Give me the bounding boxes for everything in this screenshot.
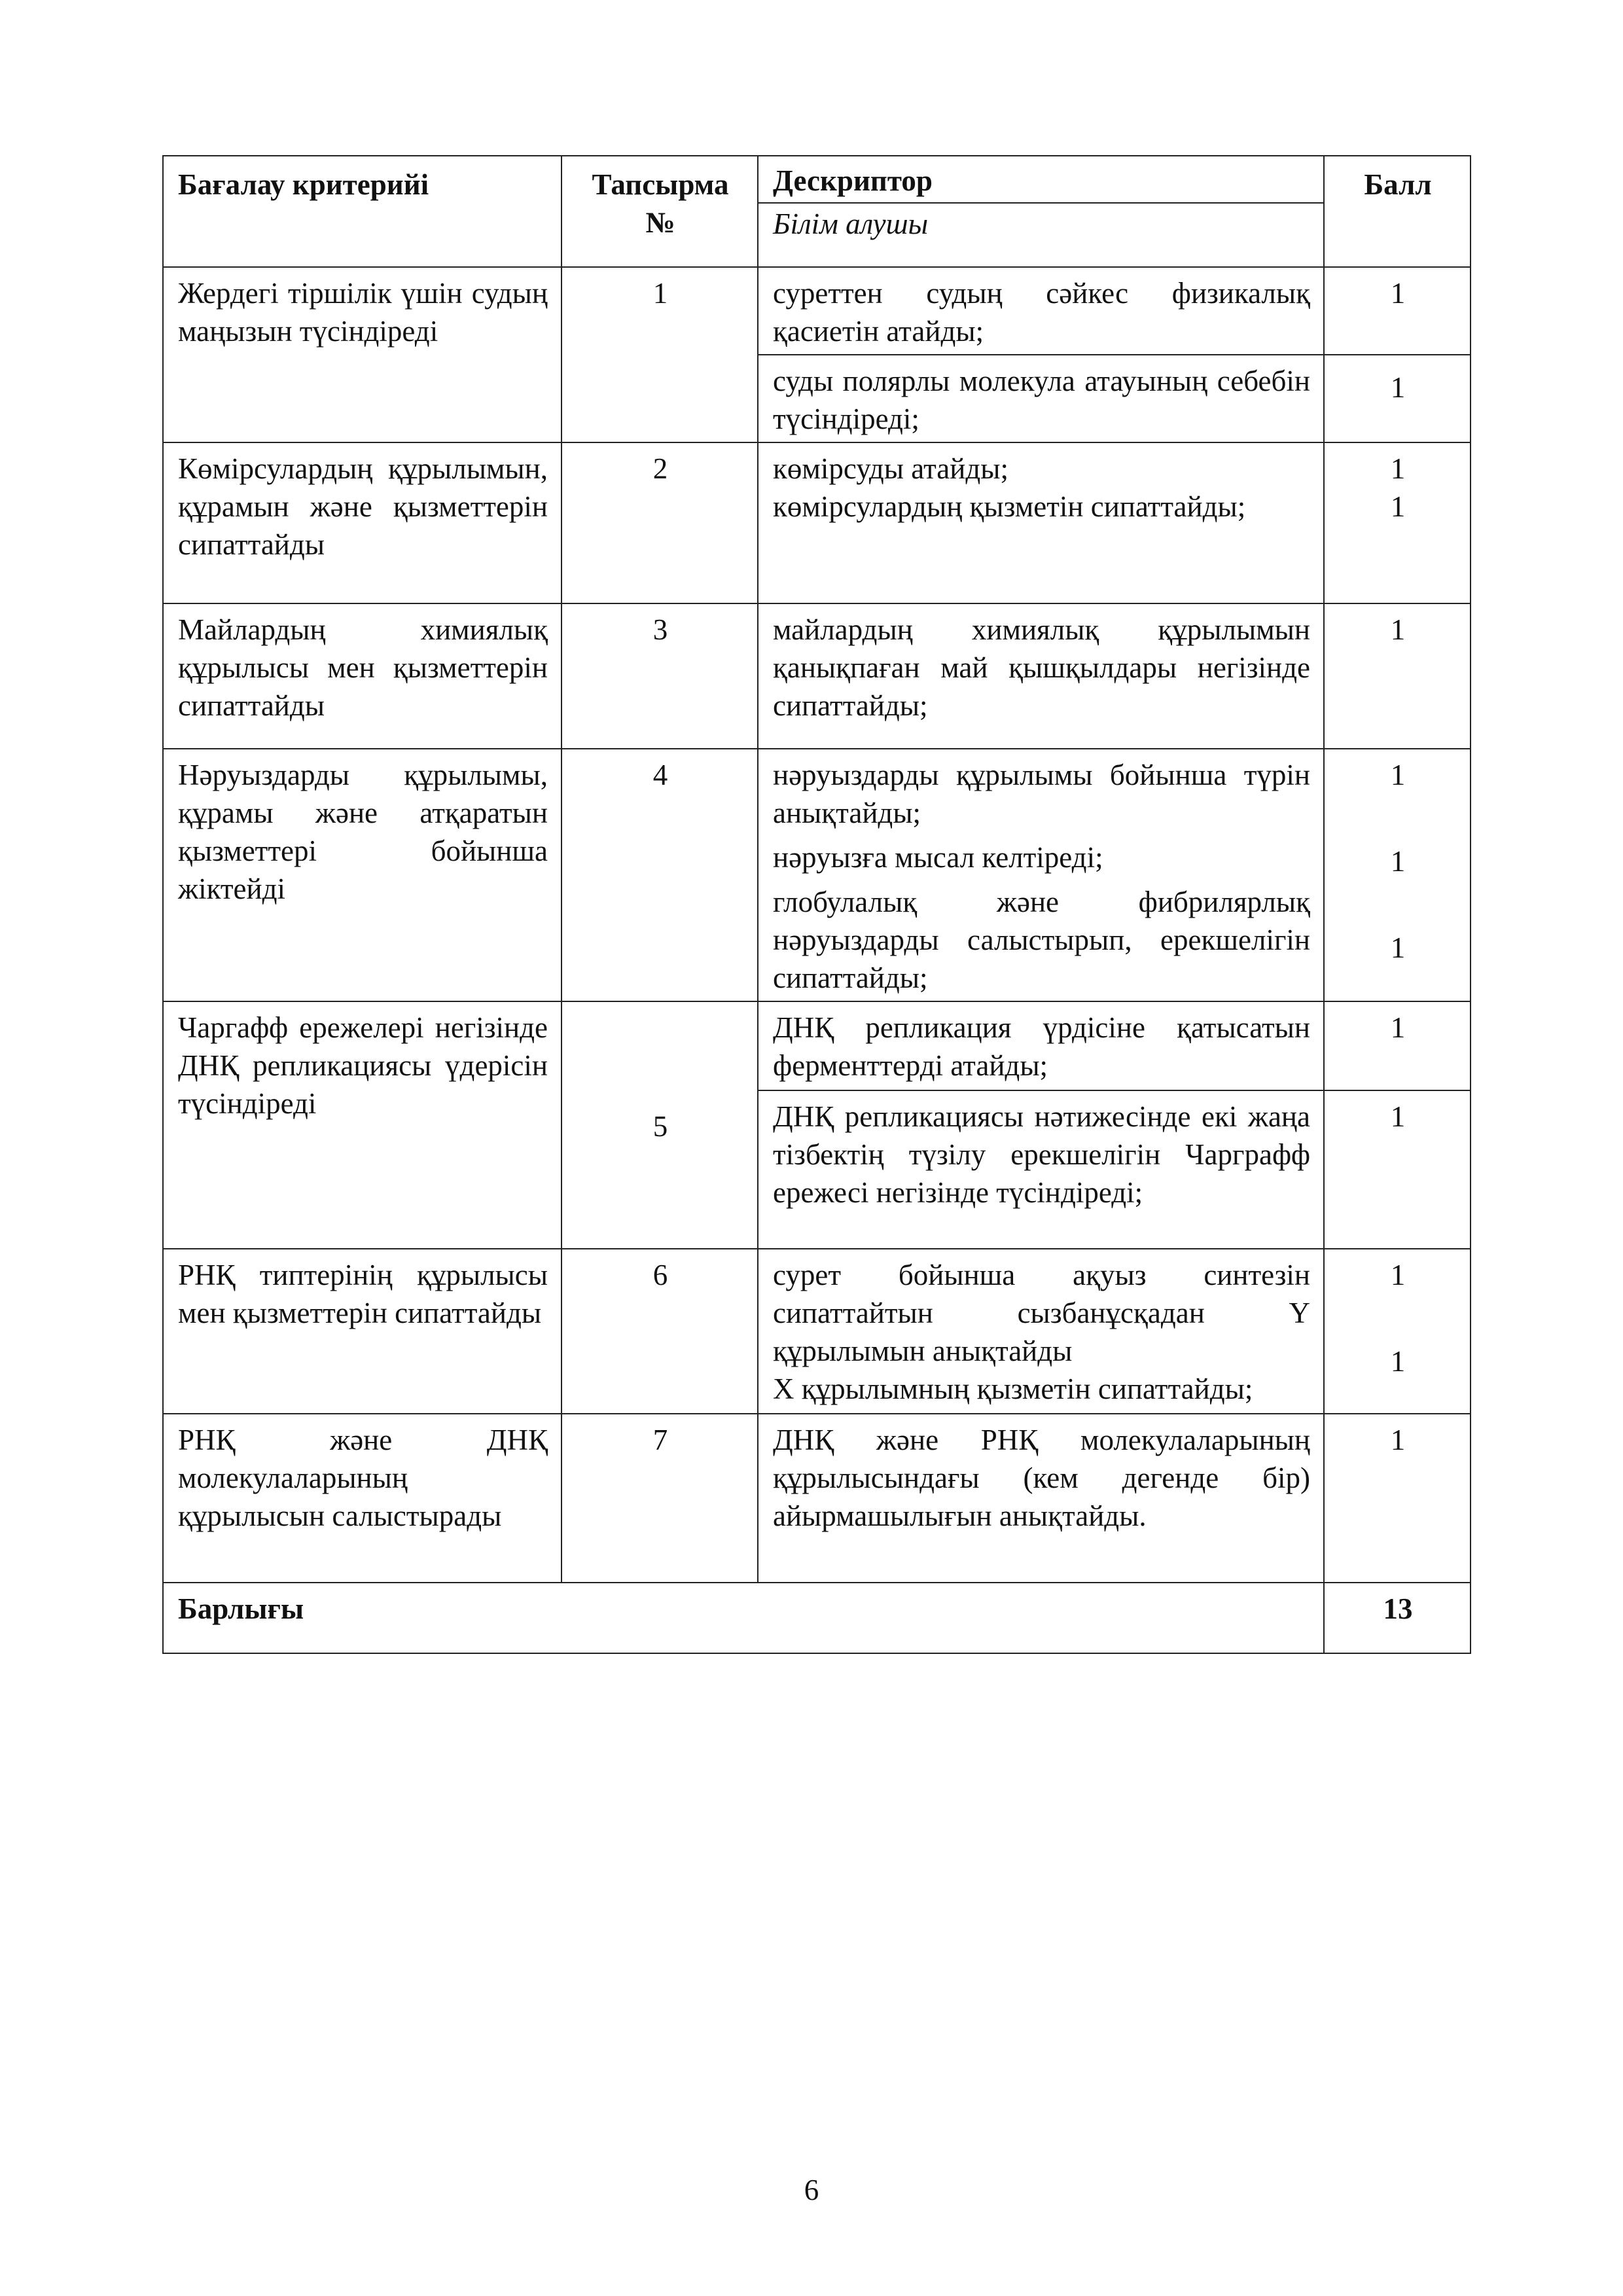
criterion-cell: Чаргафф ережелері негізінде ДНҚ репликациясы үдерісін түсіндіреді [163,1001,562,1249]
header-task: Тапсырма № [562,156,758,267]
criterion-cell: РНҚ және ДНҚ молекулаларының құрылысын салыстырады [163,1414,562,1583]
header-criterion: Бағалау критерийі [163,156,562,267]
descriptor-cell [758,442,1324,603]
table-row [163,1249,1471,1414]
task-cell: 3 [562,603,758,749]
descriptor-cell: ДНҚ репликация үрдісіне қатысатын ферменттерді атайды; [758,1001,1324,1090]
score-cell: 1 [1324,267,1471,355]
total-row [163,1583,1471,1653]
task-cell: 4 [562,749,758,1001]
table-row [163,442,1471,603]
descriptor-line: нәруыздарды құрылымы бойынша түрін анықтайды; [773,759,1310,829]
table-row [163,603,1471,749]
task-cell: 2 [562,442,758,603]
assessment-rubric-table [162,155,1471,1654]
score-value: 1 [1390,1259,1406,1291]
descriptor-cell: ДНҚ репликациясы нәтижесінде екі жаңа тізбектің түзілу ерекшелігін Чарграфф ережесі негізінде түсіндіреді; [758,1090,1324,1249]
score-value: 1 [1390,490,1406,523]
descriptor-line: сурет бойынша ақуыз синтезін сипаттайтын сызбанұсқадан Y құрылымын анықтайды [773,1259,1310,1367]
criterion-cell: Нәруыздарды құрылымы, құрамы және атқаратын қызметтері бойынша жіктейді [163,749,562,1001]
score-cell: 1 [1324,1001,1471,1090]
header-row [163,156,1471,267]
criterion-cell: Жердегі тіршілік үшін судың маңызын түсіндіреді [163,267,562,442]
score-value: 1 [1390,931,1406,964]
total-label: Барлығы [163,1583,1324,1653]
score-cell [1324,442,1471,603]
score-cell: 1 [1324,355,1471,442]
table-row [163,1414,1471,1583]
task-cell: 5 [562,1001,758,1249]
score-cell: 1 [1324,603,1471,749]
score-value: 1 [1390,1345,1406,1378]
descriptor-line: X құрылымның қызметін сипаттайды; [773,1372,1253,1405]
table-row [163,267,1471,355]
score-value: 1 [1390,845,1406,878]
header-learner: Білім алушы [773,207,929,240]
total-value: 13 [1324,1583,1471,1653]
header-descriptor: Дескриптор [758,156,1323,204]
descriptor-cell: майлардың химиялық құрылымын қанықпаған май қышқылдары негізінде сипаттайды; [758,603,1324,749]
descriptor-cell: суды полярлы молекула атауының себебін түсіндіреді; [758,355,1324,442]
descriptor-cell [758,749,1324,1001]
score-cell [1324,749,1471,1001]
criterion-cell: РНҚ типтерінің құрылысы мен қызметтерін сипаттайды [163,1249,562,1414]
header-score: Балл [1324,156,1471,267]
score-value: 1 [1390,452,1406,485]
descriptor-cell: суреттен судың сәйкес физикалық қасиетін атайды; [758,267,1324,355]
descriptor-line: нәруызға мысал келтіреді; [773,841,1103,874]
task-cell: 1 [562,267,758,442]
table-row [163,1001,1471,1090]
criterion-cell: Көмірсулардың құрылымын, құрамын және қызметтерін сипаттайды [163,442,562,603]
descriptor-line: глобулалық және фибрилярлық нәруыздарды салыстырып, ерекшелігін сипаттайды; [773,886,1310,994]
task-cell: 6 [562,1249,758,1414]
descriptor-line: көмірсулардың қызметін сипаттайды; [773,490,1246,523]
task-cell: 7 [562,1414,758,1583]
page-number: 6 [804,2174,819,2206]
score-cell: 1 [1324,1414,1471,1583]
score-cell [1324,1249,1471,1414]
table-row [163,749,1471,1001]
descriptor-line: көмірсуды атайды; [773,452,1008,485]
criterion-cell: Майлардың химиялық құрылысы мен қызметтерін сипаттайды [163,603,562,749]
score-value: 1 [1390,759,1406,791]
header-descriptor-cell [758,156,1324,267]
descriptor-cell [758,1249,1324,1414]
score-cell: 1 [1324,1090,1471,1249]
descriptor-cell: ДНҚ және РНҚ молекулаларының құрылысындағы (кем дегенде бір) айырмашылығын анықтайды. [758,1414,1324,1583]
